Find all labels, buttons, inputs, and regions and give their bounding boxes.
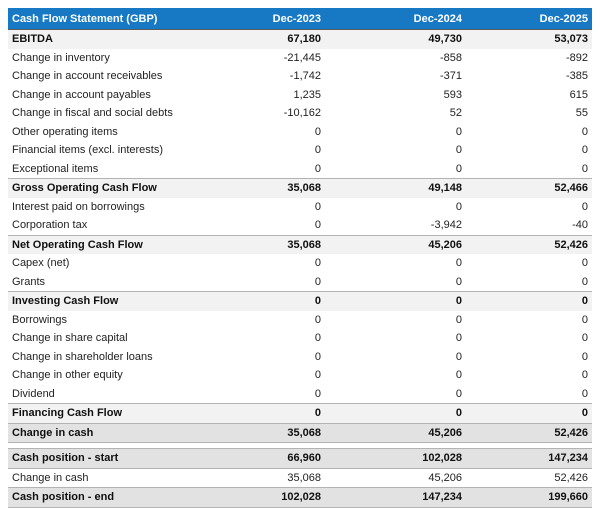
column-header-dec-2025: Dec-2025: [466, 8, 592, 30]
row-label: Borrowings: [8, 311, 258, 330]
cell-value: 53,073: [466, 30, 592, 49]
table-row: [8, 49, 592, 68]
row-label: Change in account receivables: [8, 67, 258, 86]
cell-value: 66,960: [258, 449, 325, 469]
cell-value: 102,028: [325, 449, 466, 469]
cell-value: 0: [466, 141, 592, 160]
row-label: Exceptional items: [8, 160, 258, 179]
cell-value: 0: [325, 198, 466, 217]
table-body: [8, 30, 592, 508]
row-label: Financial items (excl. interests): [8, 141, 258, 160]
cell-value: 0: [466, 254, 592, 273]
row-label: Change in cash: [8, 423, 258, 443]
cell-value: 0: [258, 366, 325, 385]
cell-value: 0: [325, 123, 466, 142]
table-header: [8, 8, 592, 30]
cell-value: 199,660: [466, 488, 592, 508]
table-row: [8, 292, 592, 311]
row-label: Financing Cash Flow: [8, 404, 258, 424]
row-label: Net Operating Cash Flow: [8, 235, 258, 254]
cell-value: 49,730: [325, 30, 466, 49]
row-label: Change in inventory: [8, 49, 258, 68]
row-label: Change in shareholder loans: [8, 348, 258, 367]
cell-value: 0: [466, 273, 592, 292]
header-row: [8, 8, 592, 30]
cell-value: 0: [258, 404, 325, 424]
row-label: Cash position - end: [8, 488, 258, 508]
cell-value: 55: [466, 104, 592, 123]
cell-value: 0: [258, 348, 325, 367]
cell-value: 67,180: [258, 30, 325, 49]
row-label: Change in cash: [8, 468, 258, 488]
table-row: [8, 141, 592, 160]
table-row: [8, 449, 592, 469]
row-label: Interest paid on borrowings: [8, 198, 258, 217]
row-label: Change in share capital: [8, 329, 258, 348]
cell-value: -858: [325, 49, 466, 68]
cell-value: 147,234: [325, 488, 466, 508]
column-header-dec-2023: Dec-2023: [258, 8, 325, 30]
cell-value: 0: [466, 366, 592, 385]
cell-value: 0: [466, 160, 592, 179]
table-row: [8, 67, 592, 86]
cell-value: -40: [466, 216, 592, 235]
cell-value: -21,445: [258, 49, 325, 68]
cell-value: 0: [466, 385, 592, 404]
table-row: [8, 273, 592, 292]
cell-value: 0: [258, 311, 325, 330]
cell-value: -371: [325, 67, 466, 86]
cell-value: 35,068: [258, 179, 325, 198]
row-label: Change in other equity: [8, 366, 258, 385]
cell-value: 0: [325, 292, 466, 311]
cell-value: 0: [258, 141, 325, 160]
cell-value: -3,942: [325, 216, 466, 235]
cell-value: 593: [325, 86, 466, 105]
table-row: [8, 179, 592, 198]
cell-value: 49,148: [325, 179, 466, 198]
row-label: Gross Operating Cash Flow: [8, 179, 258, 198]
cell-value: 0: [325, 329, 466, 348]
table-row: [8, 30, 592, 49]
table-row: [8, 235, 592, 254]
cell-value: 52,466: [466, 179, 592, 198]
column-header-dec-2024: Dec-2024: [325, 8, 466, 30]
row-label: Dividend: [8, 385, 258, 404]
table-row: [8, 468, 592, 488]
cell-value: 615: [466, 86, 592, 105]
cell-value: 0: [466, 123, 592, 142]
row-label: EBITDA: [8, 30, 258, 49]
row-label: Corporation tax: [8, 216, 258, 235]
cell-value: 1,235: [258, 86, 325, 105]
cell-value: 0: [325, 385, 466, 404]
row-label: Grants: [8, 273, 258, 292]
cell-value: 0: [325, 311, 466, 330]
cell-value: 52,426: [466, 468, 592, 488]
cell-value: 0: [325, 160, 466, 179]
table-row: [8, 254, 592, 273]
table-title: Cash Flow Statement (GBP): [8, 8, 258, 30]
cell-value: 0: [466, 311, 592, 330]
cell-value: 0: [325, 348, 466, 367]
table-row: [8, 366, 592, 385]
cell-value: -1,742: [258, 67, 325, 86]
cell-value: -10,162: [258, 104, 325, 123]
table-row: [8, 86, 592, 105]
cell-value: -385: [466, 67, 592, 86]
table-row: [8, 404, 592, 424]
table-row: [8, 198, 592, 217]
cell-value: 52,426: [466, 423, 592, 443]
cell-value: 0: [258, 385, 325, 404]
cell-value: 0: [325, 404, 466, 424]
cell-value: 35,068: [258, 235, 325, 254]
cell-value: 45,206: [325, 468, 466, 488]
table-row: [8, 216, 592, 235]
row-label: Cash position - start: [8, 449, 258, 469]
cell-value: 45,206: [325, 235, 466, 254]
cell-value: 0: [258, 216, 325, 235]
cell-value: 0: [325, 254, 466, 273]
cell-value: 0: [258, 273, 325, 292]
row-label: Investing Cash Flow: [8, 292, 258, 311]
cell-value: 0: [258, 292, 325, 311]
cell-value: 35,068: [258, 468, 325, 488]
cell-value: 0: [325, 273, 466, 292]
cell-value: 0: [466, 404, 592, 424]
cell-value: 45,206: [325, 423, 466, 443]
table-row: [8, 385, 592, 404]
cash-flow-statement-table: [8, 8, 592, 508]
cell-value: 102,028: [258, 488, 325, 508]
table-row: [8, 123, 592, 142]
cell-value: 0: [258, 123, 325, 142]
cell-value: 0: [466, 329, 592, 348]
cell-value: 35,068: [258, 423, 325, 443]
cell-value: 52,426: [466, 235, 592, 254]
table-row: [8, 488, 592, 508]
row-label: Capex (net): [8, 254, 258, 273]
table-row: [8, 348, 592, 367]
table-row: [8, 311, 592, 330]
cell-value: 0: [258, 254, 325, 273]
cell-value: 0: [325, 366, 466, 385]
row-label: Other operating items: [8, 123, 258, 142]
table-row: [8, 160, 592, 179]
cell-value: 0: [258, 160, 325, 179]
cell-value: 0: [258, 329, 325, 348]
cell-value: 0: [466, 198, 592, 217]
cell-value: 0: [466, 348, 592, 367]
cell-value: 0: [258, 198, 325, 217]
cell-value: -892: [466, 49, 592, 68]
cell-value: 0: [466, 292, 592, 311]
cell-value: 147,234: [466, 449, 592, 469]
table-row: [8, 329, 592, 348]
table-row: [8, 423, 592, 443]
cell-value: 52: [325, 104, 466, 123]
row-label: Change in account payables: [8, 86, 258, 105]
table-row: [8, 104, 592, 123]
cell-value: 0: [325, 141, 466, 160]
row-label: Change in fiscal and social debts: [8, 104, 258, 123]
